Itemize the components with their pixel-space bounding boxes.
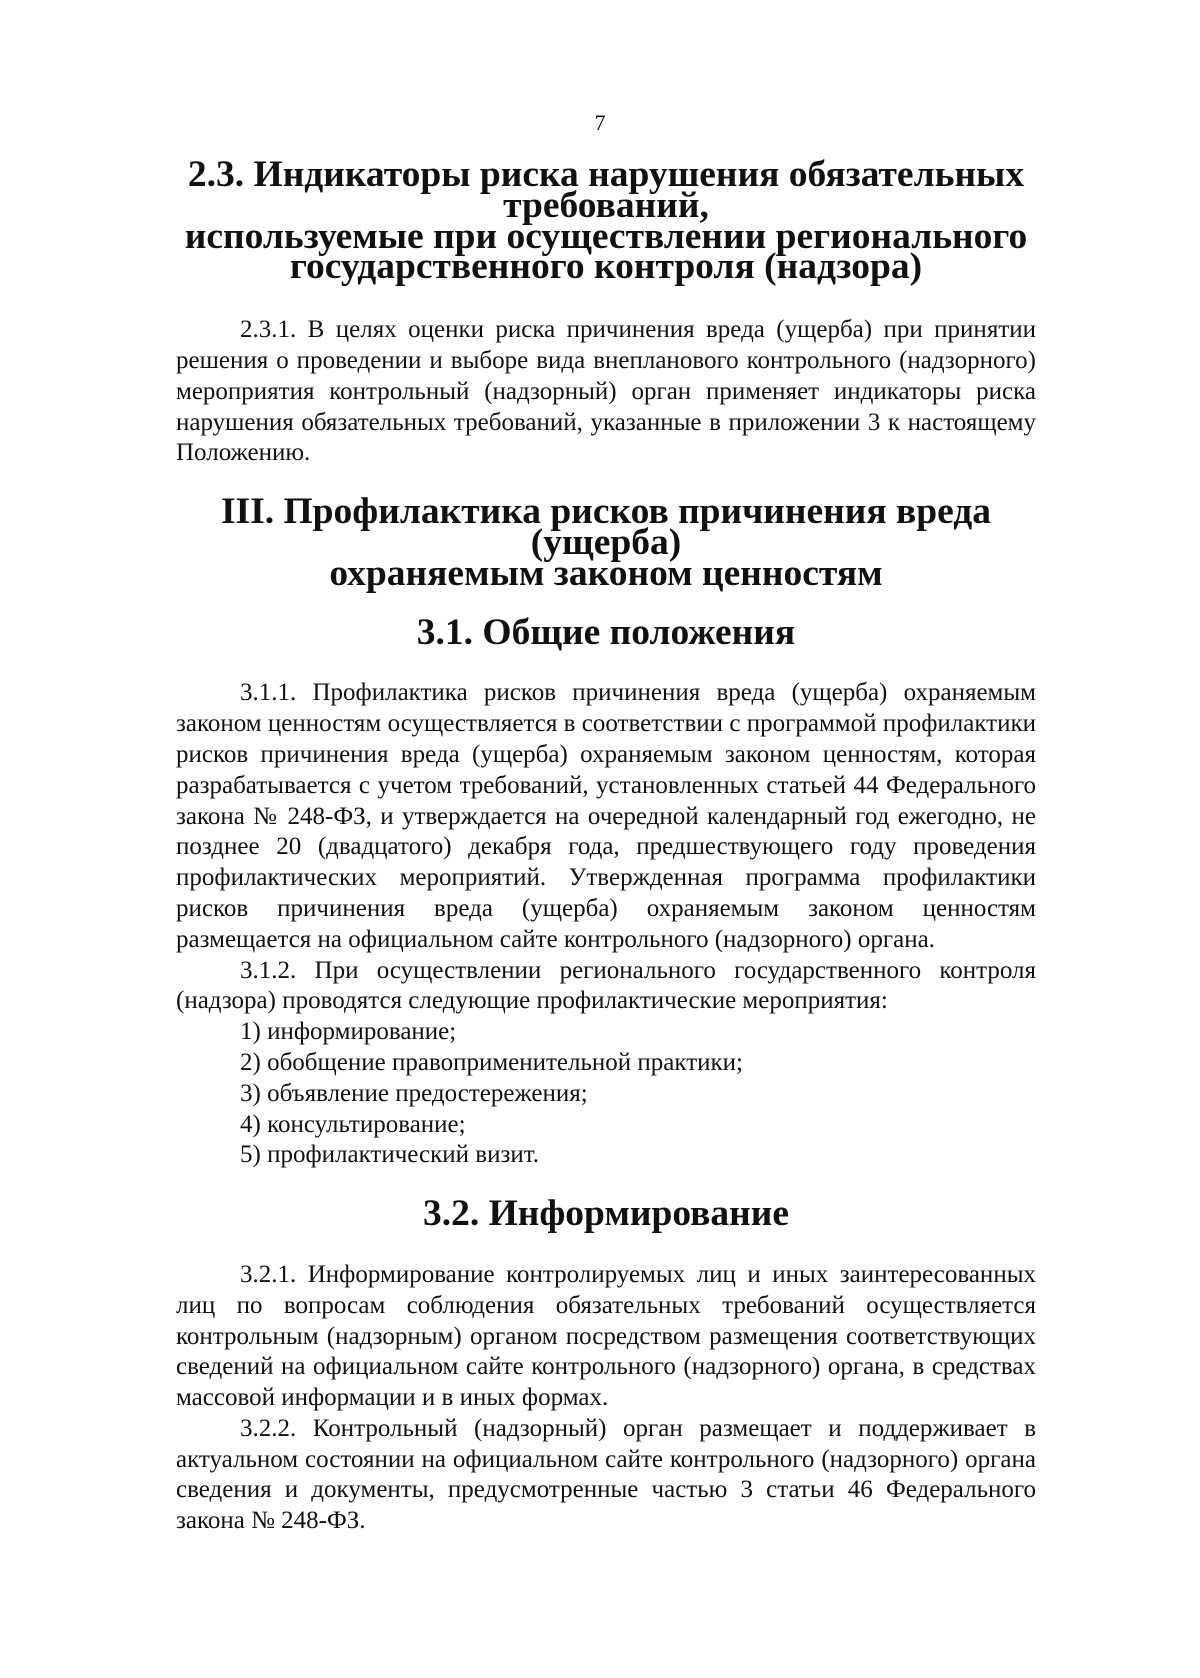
- paragraph-2-3-1: 2.3.1. В целях оценки риска причинения вреда (ущерба) при принятии решения о проведении и выборе вида внепланового контрольного (надзорного) мероприятия контрольный (надзорный) орган применяет индикаторы риска нарушения обязательных требований, указанные в приложении 3 к настоящему Положению.: [176, 316, 1036, 467]
- heading-line: III. Профилактика рисков причинения вреда (ущерба): [220, 491, 992, 563]
- paragraph-3-2-2: 3.2.2. Контрольный (надзорный) орган размещает и поддерживает в актуальном состоянии на официальном сайте контрольного (надзорного) органа сведения и документы, предусмотренные частью 3 статьи 46 Федерального закона № 248-ФЗ.: [176, 1414, 1036, 1535]
- heading-line: охраняемым законом ценностям: [329, 552, 883, 594]
- heading-line: государственного контроля (надзора): [289, 246, 923, 288]
- paragraph-3-2-1: 3.2.1. Информирование контролируемых лиц и иных заинтересованных лиц по вопросам соблюдения обязательных требований осуществляется контрольным (надзорным) органом посредством размещения соответствующих сведений на официальном сайте контрольного (надзорного) органа, в средствах массовой информации и в иных формах.: [176, 1260, 1036, 1412]
- section-heading-2-3: [176, 154, 1036, 288]
- list-item: 3) объявление предостережения;: [240, 1079, 588, 1107]
- heading-line: 2.3. Индикаторы риска нарушения обязательных требований,: [187, 154, 1025, 226]
- section-heading-3-1: [176, 611, 1036, 653]
- spacer: [176, 283, 1036, 315]
- paragraph-3-1-2: 3.1.2. При осуществлении регионального государственного контроля (надзора) проводятся следующие профилактические мероприятия:: [176, 956, 1036, 1015]
- heading-line: 3.1. Общие положения: [416, 611, 796, 653]
- list-item: 1) информирование;: [240, 1018, 457, 1046]
- preventive-measures-list: [176, 1017, 1036, 1171]
- chapter-heading-III: [176, 491, 1036, 594]
- page-number: 7: [594, 110, 606, 135]
- heading-line: используемые при осуществлении регионального: [184, 215, 1028, 257]
- heading-line: 3.2. Информирование: [422, 1193, 790, 1235]
- document-body: [176, 154, 1036, 1537]
- spacer: [176, 1230, 1036, 1260]
- section-heading-3-2: [176, 1193, 1036, 1235]
- list-item: 4) консультирование;: [240, 1110, 466, 1138]
- paragraph-3-1-1: 3.1.1. Профилактика рисков причинения вреда (ущерба) охраняемым законом ценностям осуществляется в соответствии с программой профилактики рисков причинения вреда (ущерба) охраняемым законом ценностям, которая разрабатывается с учетом требований, установленных статьей 44 Федерального закона № 248-ФЗ, и утверждается на очередной календарный год ежегодно, не позднее 20 (двадцатого) декабря года, предшествующего году проведения профилактических мероприятий. Утвержденная программа профилактики рисков причинения вреда (ущерба) охраняемым законом ценностям размещается на официальном сайте контрольного (надзорного) органа.: [176, 679, 1036, 953]
- spacer: [176, 648, 1036, 678]
- list-item: 2) обобщение правоприменительной практики;: [240, 1048, 743, 1076]
- list-item: 5) профилактический визит.: [240, 1141, 539, 1169]
